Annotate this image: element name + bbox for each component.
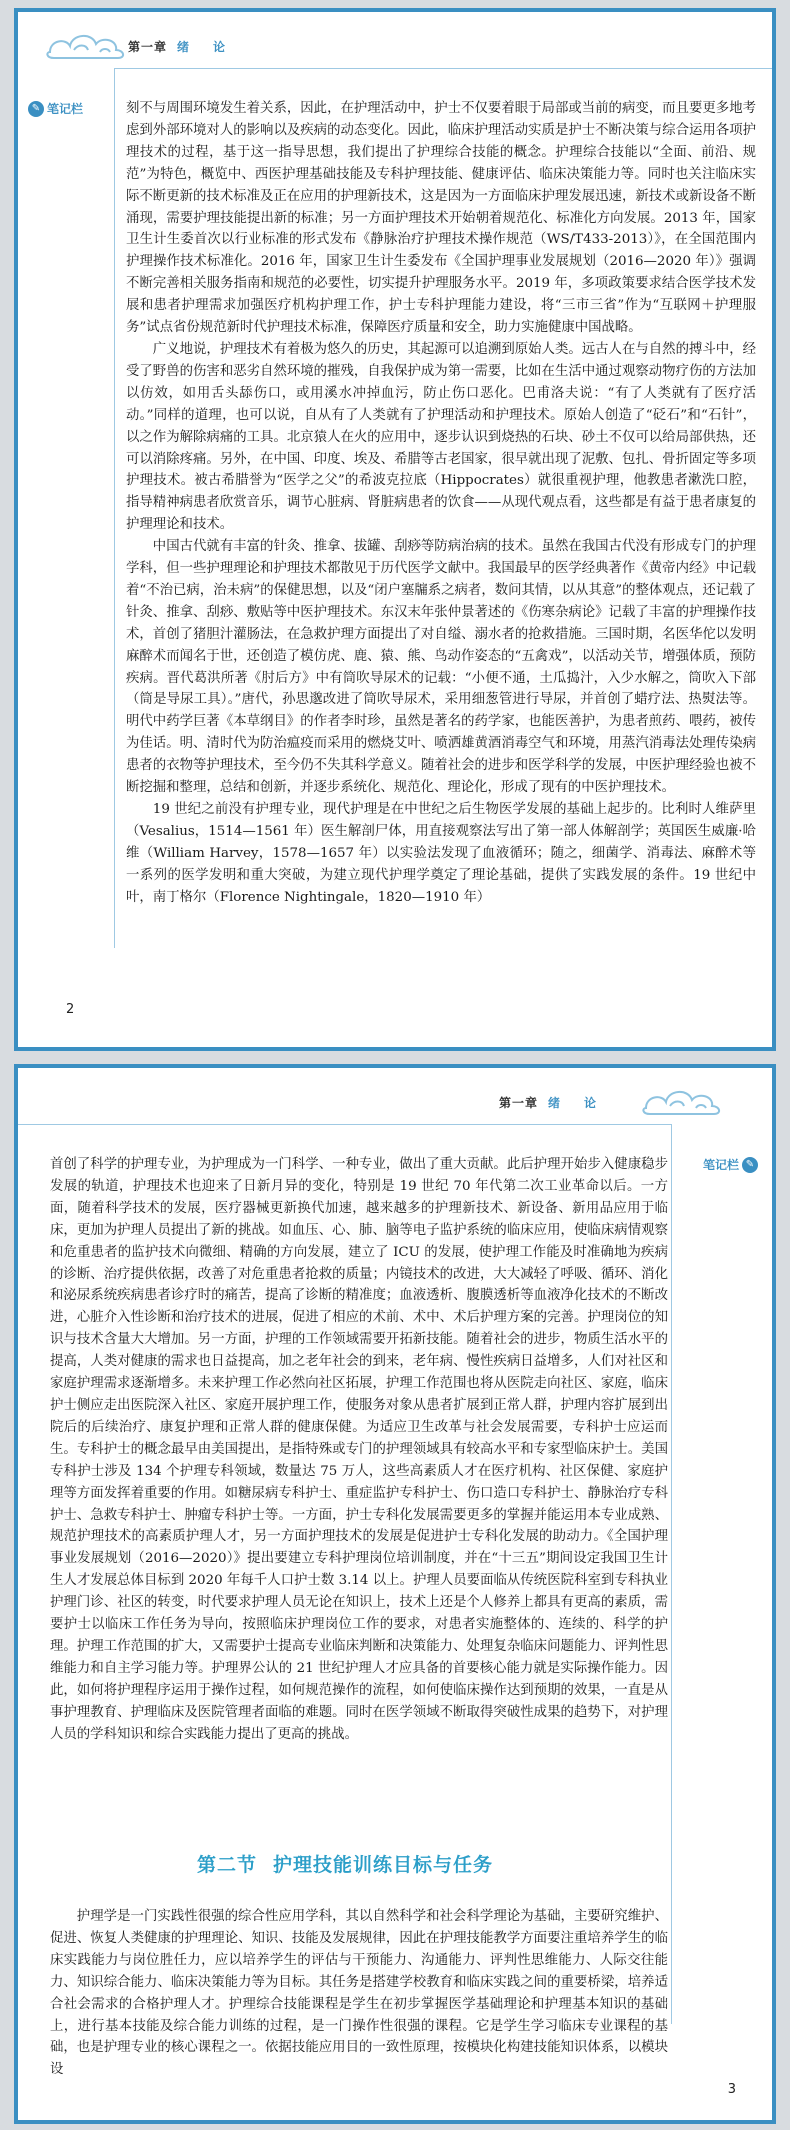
notes-pen-icon: ✎ <box>28 101 44 117</box>
page-left <box>14 8 776 1051</box>
chapter-title: 绪 论 <box>547 1096 602 1110</box>
page-number: 3 <box>727 2082 736 2097</box>
paragraph: 19 世纪之前没有护理专业，现代护理是在中世纪之后生物医学发展的基础上起步的。比利时人维萨里（Vesalius，1514—1561 年）医生解剖尸体，用直接观察法写出了第一部人体解剖学；英国医生威廉·哈维（William Harvey，1578—1657 年）以实验法发现了血液循环；随之，细菌学、消毒法、麻醉术等一系列的医学发明和重大突破，为建立现代护理学奠定了理论基础，提供了实践发展的条件。19 世纪中叶，南丁格尔（Florence Nightingale，1820—1910 年） <box>126 802 756 905</box>
cloud-ornament-icon <box>640 1078 726 1118</box>
body-text <box>50 1154 668 1745</box>
margin-rule <box>114 68 115 948</box>
page-number: 2 <box>66 1002 75 1017</box>
body-text <box>126 98 756 909</box>
notes-tab <box>28 100 83 117</box>
cloud-ornament-icon <box>44 22 130 62</box>
section-heading: 护理技能训练目标与任务 <box>273 1854 494 1876</box>
running-head <box>499 1094 602 1111</box>
paragraph: 首创了科学的护理专业，为护理成为一门科学、一种专业，做出了重大贡献。此后护理开始步入健康稳步发展的轨道，护理技术也迎来了日新月异的变化，特别是 19 世纪 70 年代第二次工业革命以后。一方面，随着科学技术的发展，医疗器械更新换代加速，越来越多的护理新技术、新设备、新用品应用于临床，更加为护理人员提出了新的挑战。如血压、心、肺、脑等电子监护系统的临床应用，使临床病情观察和危重患者的监护技术向微细、精确的方向发展，建立了 ICU 的发展，使护理工作能及时准确地为疾病的诊断、治疗提供依据，改善了对危重患者抢救的质量；内镜技术的改进，大大减轻了呼吸、循环、消化和泌尿系统疾病患者诊疗时的痛苦，提高了诊断的精准度；血液透析、腹膜透析等血液净化技术的不断改进，心脏介入性诊断和治疗技术的进展，促进了相应的术前、术中、术后护理方案的完善。护理岗位的知识与技术含量大大增加。另一方面，护理的工作领域需要开拓新技能。随着社会的进步，物质生活水平的提高，人类对健康的需求也日益提高，加之老年社会的到来，老年病、慢性疾病日益增多，人们对社区和家庭护理需求逐渐增多。未来护理工作必然向社区拓展，护理工作范围也将从医院走向社区、家庭，临床护士侧应走出医院深入社区、家庭开展护理工作，使服务对象从患者扩展到正常人群，护理内容扩展到出院后的后续治疗、康复护理和正常人群的健康保健。为适应卫生改革与社会发展需要，专科护士应运而生。专科护士的概念最早由美国提出，是指特殊或专门的护理领域具有较高水平和专家型临床护士。美国专科护士涉及 134 个护理专科领域，数量达 75 万人，这些高素质人才在医疗机构、社区保健、家庭护理等方面发挥着重要的作用。如糖尿病专科护士、重症监护专科护士、伤口造口专科护士、静脉治疗专科护士、急救专科护士、肿瘤专科护士等。一方面，护士专科化发展需要更多的掌握并能运用本专业成熟、规范护理技术的高素质护理人才，另一方面护理技术的发展是促进护士专科化发展的助动力。《全国护理事业发展规划（2016—2020）》提出要建立专科护理岗位培训制度，并在“十三五”期间设定我国卫生计生人才发展总体目标到 2020 年每千人口护士数 3.14 以上。护理人员要面临从传统医院科室到专科执业护理门诊、社区的转变，时代要求护理人员无论在知识上，技术上还是个人修养上都具有更高的素质，需要护士以临床工作任务为导向，按照临床护理岗位工作的要求，对患者实施整体的、连续的、科学的护理。护理工作范围的扩大，又需要护士提高专业临床判断和决策能力、处理复杂临床问题能力、评判性思维能力和自主学习能力等。护理界公认的 21 世纪护理人才应具备的首要核心能力就是实际操作能力。因此，如何将护理程序运用于操作过程，如何规范操作的流程，如何使临床操作达到预期的效果，一直是从事护理教育、护理临床及医院管理者面临的难题。同时在医学领域不断取得突破性成果的趋势下，对护理人员的学科知识和综合实践能力提出了更高的挑战。 <box>50 1157 668 1742</box>
paragraph: 刻不与周围环境发生着关系，因此，在护理活动中，护士不仅要着眼于局部或当前的病变，而且要更多地考虑到外部环境对人的影响以及疾病的动态变化。因此，临床护理活动实质是护士不断决策与综合运用各项护理技术的过程，基于这一指导思想，我们提出了护理综合技能的概念。护理综合技能以“全面、前沿、规范”为特色，概览中、西医护理基础技能及专科护理技能、健康评估、临床决策能力等。同时也关注临床实际不断更新的技术标准及正在应用的护理新技术，这是因为一方面临床护理发展迅速，新技术或新设备不断涌现，需要护理技能提出新的标准；另一方面护理技术开始朝着规范化、标准化方向发展。2013 年，国家卫生计生委首次以行业标准的形式发布《静脉治疗护理技术操作规范（WS/T433-2013）》，在全国范围内护理操作技术标准化。2016 年，国家卫生计生委发布《全国护理事业发展规划（2016—2020 年）》强调不断完善相关服务指南和规范的必要性，切实提升护理服务水平。2019 年，多项政策要求结合医学技术发展和患者护理需求加强医疗机构护理工作，护士专科护理能力建设，将“三市三省”作为“互联网＋护理服务”试点省份规范新时代护理技术标准，保障医疗质量和安全，助力实施健康中国战略。 <box>126 101 756 336</box>
header-rule <box>114 68 772 69</box>
margin-rule <box>671 1124 672 2024</box>
section-title <box>18 1850 672 1877</box>
paragraph: 广义地说，护理技术有着极为悠久的历史，其起源可以追溯到原始人类。远古人在与自然的搏斗中，经受了野兽的伤害和恶劣自然环境的摧残，自我保护成为第一需要，比如在生活中通过观察动物疗伤的方法加以仿效，如用舌头舔伤口，或用溪水冲掉血污，防止伤口恶化。巴甫洛夫说：“有了人类就有了医疗活动。”同样的道理，也可以说，自从有了人类就有了护理活动和护理技术。原始人创造了“砭石”和“石针”，以之作为解除病痛的工具。北京猿人在火的应用中，逐步认识到烧热的石块、砂土不仅可以给局部供热，还可以消除疼痛。另外，在中国、印度、埃及、希腊等古老国家，很早就出现了泥敷、包扎、骨折固定等多项护理技术。被古希腊誉为“医学之父”的希波克拉底（Hippocrates）就很重视护理，他教患者漱洗口腔，指导精神病患者欣赏音乐，调节心脏病、肾脏病患者的饮食——从现代观点看，这些都是有益于患者康复的护理理论和技术。 <box>126 341 756 533</box>
running-head <box>128 38 231 55</box>
notes-label: 笔记栏 <box>702 1158 739 1172</box>
chapter-label: 第一章 <box>128 40 168 54</box>
section-number: 第二节 <box>196 1854 257 1876</box>
paragraph: 中国古代就有丰富的针灸、推拿、拔罐、刮痧等防病治病的技术。虽然在我国古代没有形成专门的护理学科，但一些护理理论和护理技术都散见于历代医学文献中。我国最早的医学经典著作《黄帝内经》中记载着“不治已病，治未病”的保健思想，以及“闭户塞牖系之病者，数问其情，以从其意”的整体观点，还记载了针灸、推拿、刮痧、敷贴等中医护理技术。东汉末年张仲景著述的《伤寒杂病论》记载了丰富的护理操作技术，首创了猪胆汁灌肠法，在急救护理方面提出了对自缢、溺水者的抢救措施。三国时期，名医华佗以发明麻醉术而闻名于世，还创造了模仿虎、鹿、猿、熊、鸟动作姿态的“五禽戏”，以活动关节，增强体质，预防疾病。晋代葛洪所著《肘后方》中有筒吹导尿术的记载：“小便不通，土瓜捣汁，入少水解之，筒吹入下部（筒是导尿工具）。”唐代，孙思邈改进了筒吹导尿术，采用细葱管进行导尿，并首创了蜡疗法、热熨法等。明代中药学巨著《本草纲目》的作者李时珍，虽然是著名的药学家，也能医善护，为患者煎药、喂药，被传为佳话。明、清时代为防治瘟疫而采用的燃烧艾叶、喷洒雄黄酒消毒空气和环境，用蒸汽消毒法处理传染病患者的衣物等护理技术，至今仍不失其科学意义。随着社会的进步和医学科学的发展，中医护理经验也被不断挖掘和整理，总结和创新，并逐步系统化、规范化、理论化，形成了现有的中医护理技术。 <box>126 539 756 796</box>
notes-tab <box>703 1156 758 1173</box>
paragraph: 护理学是一门实践性很强的综合性应用学科，其以自然科学和社会科学理论为基础，主要研究维护、促进、恢复人类健康的护理理论、知识、技能及发展规律，因此在护理技能教学方面要注重培养学生的临床实践能力与岗位胜任力，应以培养学生的评估与干预能力、沟通能力、评判性思维能力、人际交往能力、知识综合能力、临床决策能力等为目标。其任务是搭建学校教育和临床实践之间的重要桥梁，培养适合社会需求的合格护理人才。护理综合技能课程是学生在初步掌握医学基础理论和护理基本知识的基础上，进行基本技能及综合能力训练的过程，是一门操作性很强的课程。它是学生学习临床专业课程的基础，也是护理专业的核心课程之一。依据技能应用目的一致性原理，按模块化构建技能知识体系，以模块设 <box>50 1909 668 2078</box>
notes-label: 笔记栏 <box>47 102 84 116</box>
chapter-title: 绪 论 <box>177 40 232 54</box>
page-right <box>14 1064 776 2124</box>
body-text-after <box>50 1906 668 2081</box>
header-rule <box>18 1124 672 1125</box>
notes-pen-icon: ✎ <box>742 1157 758 1173</box>
chapter-label: 第一章 <box>498 1096 538 1110</box>
